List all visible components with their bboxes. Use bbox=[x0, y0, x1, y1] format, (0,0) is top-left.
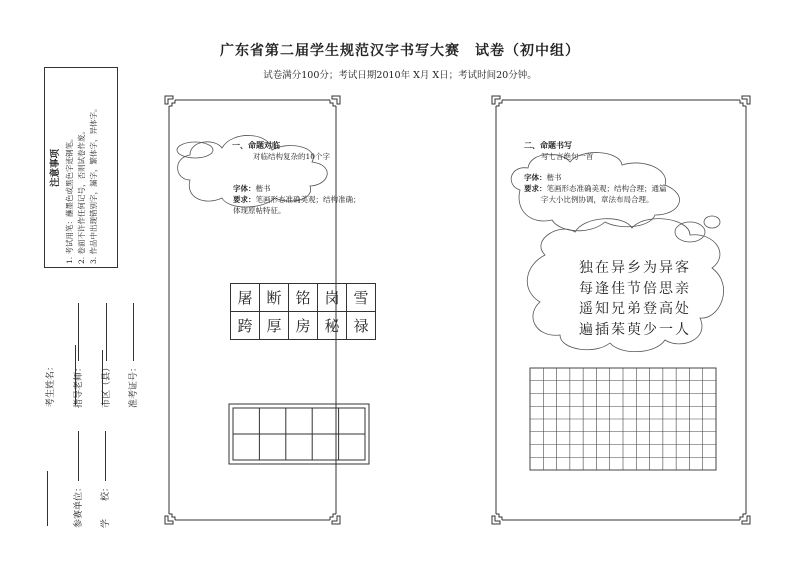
exam-no-label: 准考证号： bbox=[126, 303, 139, 408]
model-char: 房 bbox=[289, 312, 318, 340]
notice-title: 注意事项 bbox=[50, 149, 61, 188]
poem-line: 遍插茱萸少一人 bbox=[579, 321, 691, 338]
model-char: 跨 bbox=[231, 312, 260, 340]
model-char: 厚 bbox=[260, 312, 289, 340]
right-answer-grid[interactable] bbox=[530, 368, 716, 470]
section2-instruction: 写七言绝句一首 bbox=[541, 152, 594, 161]
model-character-table bbox=[230, 283, 376, 340]
section2-requirements: 字体：楷书 要求：笔画形态准确美观；结构合理；通篇 字大小比例协调，章法布局合理。 bbox=[524, 173, 667, 204]
exam-subtitle: 试卷满分100分；考试日期2010年 X月 X日；考试时间20分钟。 bbox=[263, 70, 537, 81]
section1-instruction: 对临结构复杂的10个字 bbox=[253, 152, 331, 161]
model-char: 铭 bbox=[289, 284, 318, 312]
model-char: 屠 bbox=[231, 284, 260, 312]
district-label: 市区（县） bbox=[99, 303, 112, 408]
notice-item: 2. 卷面不许作任何记号，否则试卷作废。 bbox=[77, 126, 86, 264]
poem-text bbox=[570, 258, 700, 340]
notice-item: 1. 考试用笔：蘸墨色或黑色字迹钢笔。 bbox=[65, 134, 74, 264]
left-answer-grid[interactable] bbox=[229, 404, 369, 464]
model-char: 秘 bbox=[318, 312, 347, 340]
notice-item: 3. 作品中出现错别字，漏字，繁体字，异体字。 bbox=[89, 104, 98, 264]
model-char: 雪 bbox=[347, 284, 376, 312]
section2-title: 二、命题书写 bbox=[524, 141, 572, 150]
school-field-label: 学 校： bbox=[98, 431, 111, 528]
section1-title: 一、命题对临 bbox=[232, 141, 280, 150]
unit-field-label: 参赛单位： bbox=[71, 431, 84, 528]
section1-requirements: 字体：楷书 要求：笔画形态准确美观；结构准确； 体现原帖特征。 bbox=[233, 184, 361, 215]
model-char: 岗 bbox=[318, 284, 347, 312]
name-field: 考生姓名： bbox=[46, 361, 56, 407]
poem-line: 遥知兄弟登高处 bbox=[579, 301, 691, 317]
exam-title: 广东省第二届学生规范汉字书写大赛 试卷（初中组） bbox=[220, 43, 580, 59]
poem-line: 每逢佳节倍思亲 bbox=[579, 280, 691, 297]
model-char: 禄 bbox=[347, 312, 376, 340]
model-char: 断 bbox=[260, 284, 289, 312]
advisor-label: 指导老师： bbox=[71, 303, 84, 408]
poem-line: 独在异乡为异客 bbox=[579, 260, 691, 276]
